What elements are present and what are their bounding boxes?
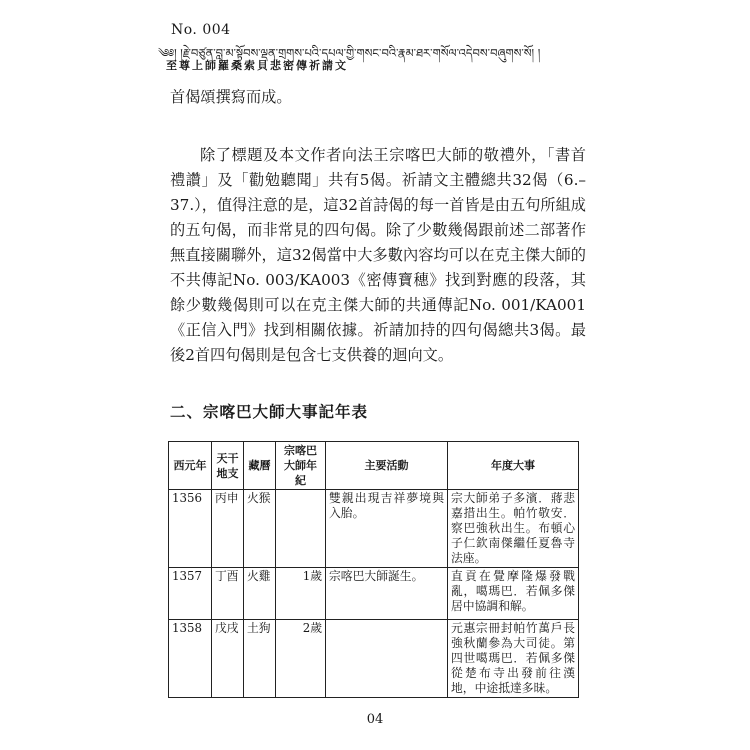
chronology-table: [168, 441, 579, 698]
header-chinese-title: 至尊上師羅桑索貝悲密傳祈請文: [166, 59, 348, 72]
column-header-tibetan-calendar: 藏曆: [244, 442, 276, 490]
cell-year: 1357: [169, 568, 212, 620]
header-number: No. 004: [171, 22, 231, 38]
cell-year: 1358: [169, 620, 212, 698]
cell-ganzhi: 丙申: [212, 490, 244, 568]
cell-ganzhi: 戊戌: [212, 620, 244, 698]
column-header-year: 西元年: [169, 442, 212, 490]
column-header-ganzhi: 天干地支: [212, 442, 244, 490]
intro-line: 首偈頌撰寫而成。: [170, 88, 292, 106]
body-paragraph: 除了標題及本文作者向法王宗喀巴大師的敬禮外，「書首禮讚」及「勸勉聽聞」共有5偈。祈請文主體總共32偈（6.–37.），值得注意的是，這32首詩偈的每一首皆是由五句所組成的五句偈，而非常見的四句偈。除了少數幾偈跟前述二部著作無直接關聯外，這32偈當中大多數內容均可以在克主傑大師的不共傳記No. 003/KA003《密傳寶穗》找到對應的段落，其餘少數幾偈則可以在克主傑大師的共通傳記No. 001/KA001《正信入門》找到相關依據。祈請加持的四句偈總共3偈。最後2首四句偈則是包含七支供養的迴向文。: [170, 146, 586, 364]
cell-activity: 宗喀巴大師誕生。: [326, 568, 448, 620]
cell-age: 2歲: [276, 620, 326, 698]
page-number: 04: [366, 712, 384, 727]
section-title: 二、宗喀巴大師大事記年表: [170, 402, 369, 421]
cell-activity: 雙親出現吉祥夢境與入胎。: [326, 490, 448, 568]
cell-activity: [326, 620, 448, 698]
table-row: [169, 490, 579, 568]
table-row: [169, 620, 579, 698]
cell-ganzhi: 丁酉: [212, 568, 244, 620]
cell-age: 1歲: [276, 568, 326, 620]
table-row: [169, 568, 579, 620]
cell-events: 宗大師弟子多濱．蔣悲嘉措出生。帕竹敬安．察巴強秋出生。布頓心子仁欽南傑繼任夏魯寺法座。: [448, 490, 579, 568]
cell-events: 直貢在覺摩隆爆發戰亂，噶瑪巴．若佩多傑居中協調和解。: [448, 568, 579, 620]
cell-events: 元惠宗冊封帕竹萬戶長強秋蘭參為大司徒。第四世噶瑪巴．若佩多傑從楚布寺出發前往漢地，中途抵達多昧。: [448, 620, 579, 698]
cell-age: [276, 490, 326, 568]
table-header-row: [169, 442, 579, 490]
header-tibetan-title: ༄༅། །རྗེ་བཙུན་བླ་མ་སྟོབས་ལྡན་གྲགས་པའི་དཔལ་གྱི་གསང་བའི་རྣམ་ཐར་གསོལ་འདེབས་བཞུགས་སོ། །: [158, 46, 541, 60]
cell-tibetan-calendar: 火雞: [244, 568, 276, 620]
column-header-age: 宗喀巴大師年紀: [276, 442, 326, 490]
cell-tibetan-calendar: 土狗: [244, 620, 276, 698]
column-header-events: 年度大事: [448, 442, 579, 490]
cell-year: 1356: [169, 490, 212, 568]
cell-tibetan-calendar: 火猴: [244, 490, 276, 568]
column-header-activity: 主要活動: [326, 442, 448, 490]
